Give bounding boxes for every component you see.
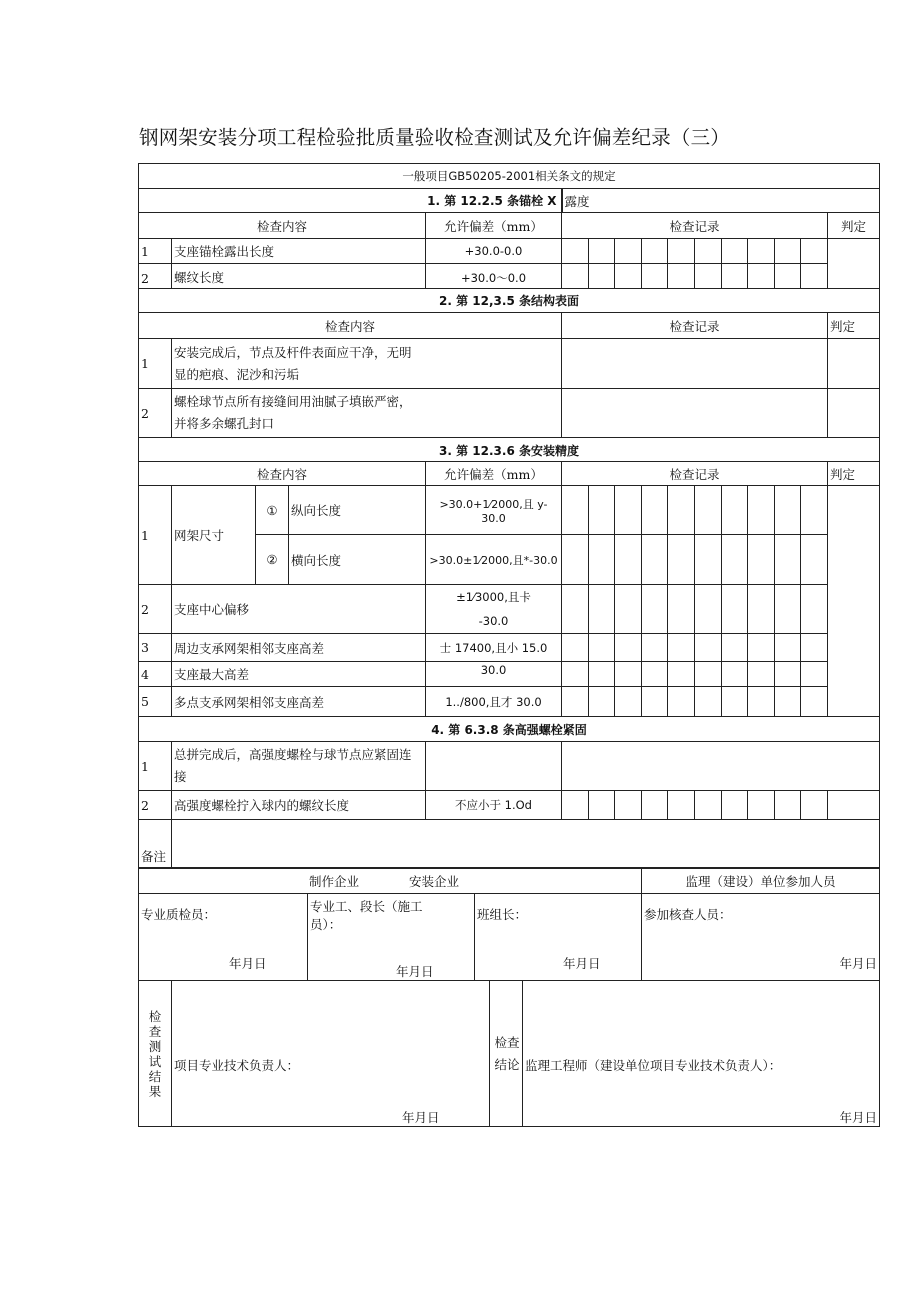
record-cell[interactable]	[721, 791, 748, 820]
record-cell[interactable]	[588, 585, 615, 634]
record-cell[interactable]	[588, 239, 615, 264]
record-cell[interactable]	[562, 634, 589, 662]
foreman-sign[interactable]	[308, 894, 475, 981]
record-cell[interactable]	[562, 339, 828, 389]
date-label: 年月日	[229, 956, 267, 971]
record-cell[interactable]	[562, 389, 828, 438]
section-1-heading-tail: 露度	[562, 189, 880, 213]
item-content: 螺栓球节点所有接缝间用油腻子填嵌严密，并将多余螺孔封口	[172, 389, 562, 438]
installer-label: 安装企业	[409, 874, 460, 889]
item-content: 高强度螺栓拧入球内的螺纹长度	[172, 791, 426, 820]
record-cell[interactable]	[801, 634, 828, 662]
record-cell[interactable]	[641, 264, 668, 289]
page-title: 钢网架安装分项工程检验批质量验收检查测试及允许偏差纪录（三）	[139, 126, 731, 149]
tolerance-value: 30.0	[426, 662, 562, 687]
col-header-judge: 判定	[827, 462, 879, 486]
judge-cell[interactable]	[827, 239, 879, 289]
record-cell[interactable]	[615, 585, 642, 634]
date-label: 年月日	[396, 964, 434, 979]
item-content: 网架尺寸	[172, 486, 256, 585]
team-leader-label: 班组长：	[477, 907, 528, 922]
date-label: 年月日	[402, 1110, 440, 1125]
sub-item-label: 横向长度	[289, 535, 426, 585]
foreman-label: 专业工、段长（施工员）：	[310, 899, 423, 932]
record-cell[interactable]	[641, 662, 668, 687]
record-cell[interactable]	[668, 585, 695, 634]
inspector-label: 专业质检员：	[141, 907, 217, 922]
tolerance-line: ±1⁄3000,且卡	[456, 590, 531, 604]
record-cell[interactable]	[748, 662, 775, 687]
tech-lead-sign[interactable]	[172, 981, 490, 1127]
tolerance-value: 不应小于 1.Od	[426, 791, 562, 820]
remarks-label: 备注	[139, 820, 172, 868]
record-cell[interactable]	[801, 585, 828, 634]
record-cell[interactable]	[801, 687, 828, 717]
item-content: 支座中心偏移	[172, 585, 426, 634]
maker-label: 制作企业	[309, 874, 360, 889]
col-header-tolerance: 允许偏差（mm）	[426, 213, 562, 239]
tech-lead-label: 项目专业技术负责人：	[174, 1058, 300, 1073]
record-cell[interactable]	[748, 486, 775, 535]
judge-cell[interactable]	[827, 389, 879, 438]
conclusion-label-cell	[490, 981, 523, 1127]
item-content: 支座锚栓露出长度	[172, 239, 426, 264]
record-cell[interactable]	[562, 264, 589, 289]
record-cell[interactable]	[562, 791, 589, 820]
row-number: 2	[139, 585, 172, 634]
record-cell[interactable]	[641, 634, 668, 662]
record-cell[interactable]	[615, 791, 642, 820]
record-cell[interactable]	[668, 634, 695, 662]
judge-cell[interactable]	[827, 486, 879, 717]
record-cell[interactable]	[774, 662, 801, 687]
record-cell[interactable]	[694, 662, 721, 687]
section-2-heading: 2. 第 12,3.5 条结构表面	[139, 289, 880, 313]
record-cell[interactable]	[668, 535, 695, 585]
enterprise-header	[139, 869, 642, 894]
record-cell[interactable]	[748, 535, 775, 585]
item-content: 螺纹长度	[172, 264, 426, 289]
row-number: 2	[139, 389, 172, 438]
record-cell[interactable]	[562, 535, 589, 585]
record-cell[interactable]	[615, 687, 642, 717]
tolerance-value: +30.0～0.0	[426, 264, 562, 289]
judge-cell[interactable]	[827, 339, 879, 389]
record-cell[interactable]	[748, 264, 775, 289]
record-cell[interactable]	[668, 239, 695, 264]
record-cell[interactable]	[562, 486, 589, 535]
record-cell[interactable]	[694, 791, 721, 820]
sub-item-label: 纵向长度	[289, 486, 426, 535]
col-header-judge: 判定	[827, 213, 879, 239]
record-cell[interactable]	[801, 662, 828, 687]
col-header-content: 检查内容	[139, 462, 426, 486]
section-4-heading: 4. 第 6.3.8 条高强螺栓紧固	[139, 717, 880, 742]
record-cell[interactable]	[641, 585, 668, 634]
tolerance-line: -30.0	[478, 614, 509, 628]
remarks-field[interactable]	[172, 820, 880, 868]
item-content: 安装完成后，节点及杆件表面应干净，无明显的疤痕、泥沙和污垢	[172, 339, 562, 389]
col-header-record: 检查记录	[562, 462, 828, 486]
section-3-heading: 3. 第 12.3.6 条安装精度	[139, 438, 880, 462]
col-header-record: 检查记录	[562, 313, 828, 339]
record-cell[interactable]	[588, 264, 615, 289]
row-number: 1	[139, 339, 172, 389]
record-cell[interactable]	[588, 662, 615, 687]
section-1-heading: 1. 第 12.2.5 条锚栓 X	[139, 189, 562, 213]
record-cell[interactable]	[615, 239, 642, 264]
result-table	[138, 980, 880, 1127]
record-cell[interactable]	[641, 535, 668, 585]
record-cell[interactable]	[694, 585, 721, 634]
record-cell[interactable]	[721, 239, 748, 264]
record-cell[interactable]	[748, 634, 775, 662]
tolerance-value: 士 17400,且小 15.0	[426, 634, 562, 662]
conclusion-label: 检查结论	[494, 1034, 520, 1072]
record-cell[interactable]	[668, 264, 695, 289]
record-cell[interactable]	[801, 264, 828, 289]
record-cell[interactable]	[748, 687, 775, 717]
record-cell[interactable]	[588, 687, 615, 717]
record-cell[interactable]	[588, 535, 615, 585]
record-cell[interactable]	[668, 662, 695, 687]
record-cell[interactable]	[615, 662, 642, 687]
record-cell[interactable]	[615, 264, 642, 289]
record-cell[interactable]	[588, 634, 615, 662]
record-cell[interactable]	[562, 687, 589, 717]
tolerance-value	[426, 585, 562, 634]
record-cell[interactable]	[562, 662, 589, 687]
result-label: 检查测试结果	[148, 1008, 162, 1099]
record-cell[interactable]	[721, 634, 748, 662]
row-number: 5	[139, 687, 172, 717]
item-content: 周边支承网架相邻支座高差	[172, 634, 426, 662]
date-label: 年月日	[839, 956, 878, 971]
record-cell[interactable]	[694, 687, 721, 717]
record-cell[interactable]	[615, 486, 642, 535]
row-number: 3	[139, 634, 172, 662]
record-cell[interactable]	[615, 535, 642, 585]
tolerance-value: >30.0+1⁄2000,且 y-30.0	[426, 486, 562, 535]
record-cell[interactable]	[801, 486, 828, 535]
record-cell[interactable]	[641, 791, 668, 820]
col-header-tolerance: 允许偏差（mm）	[426, 462, 562, 486]
result-label-cell	[139, 981, 172, 1127]
record-cell[interactable]	[721, 535, 748, 585]
row-number: 2	[139, 791, 172, 820]
item-content: 多点支承网架相邻支座高差	[172, 687, 426, 717]
row-number: 1	[139, 486, 172, 585]
col-header-content: 检查内容	[139, 313, 562, 339]
record-cell[interactable]	[694, 634, 721, 662]
row-number: 1	[139, 742, 172, 791]
record-cell[interactable]	[562, 742, 880, 791]
record-cell[interactable]	[694, 486, 721, 535]
record-cell[interactable]	[801, 791, 828, 820]
judge-cell[interactable]	[827, 791, 879, 820]
record-cell[interactable]	[694, 535, 721, 585]
supervisor-header: 监理（建设）单位参加人员	[642, 869, 880, 894]
record-cell[interactable]	[774, 535, 801, 585]
record-cell[interactable]	[694, 239, 721, 264]
reviewer-sign[interactable]	[642, 894, 880, 981]
tolerance-value: >30.0±1⁄2000,且*-30.0	[426, 535, 562, 585]
record-cell[interactable]	[562, 585, 589, 634]
record-cell[interactable]	[721, 264, 748, 289]
tolerance-value: +30.0-0.0	[426, 239, 562, 264]
inspector-sign[interactable]	[139, 894, 308, 981]
blank-cell	[426, 742, 562, 791]
col-header-content: 检查内容	[139, 213, 426, 239]
item-content: 支座最大高差	[172, 662, 426, 687]
record-cell[interactable]	[694, 264, 721, 289]
record-cell[interactable]	[588, 486, 615, 535]
record-cell[interactable]	[721, 486, 748, 535]
sub-item-mark: ②	[256, 535, 289, 585]
date-label: 年月日	[839, 1110, 877, 1125]
record-cell[interactable]	[748, 791, 775, 820]
record-cell[interactable]	[562, 239, 589, 264]
record-cell[interactable]	[668, 486, 695, 535]
row-number: 1	[139, 239, 172, 264]
record-cell[interactable]	[774, 264, 801, 289]
record-cell[interactable]	[774, 239, 801, 264]
engineer-label: 监理工程师（建设单位项目专业技术负责人）：	[525, 1058, 782, 1073]
record-cell[interactable]	[774, 634, 801, 662]
inspection-table	[138, 163, 880, 868]
col-header-record: 检查记录	[562, 213, 828, 239]
team-leader-sign[interactable]	[475, 894, 642, 981]
record-cell[interactable]	[668, 791, 695, 820]
record-cell[interactable]	[721, 585, 748, 634]
engineer-sign[interactable]	[523, 981, 880, 1127]
tolerance-value: 1../800,且才 30.0	[426, 687, 562, 717]
record-cell[interactable]	[668, 687, 695, 717]
row-number: 2	[139, 264, 172, 289]
col-header-judge: 判定	[827, 313, 879, 339]
general-header: 一般项目GB50205-2001相关条文的规定	[139, 164, 880, 189]
record-cell[interactable]	[774, 791, 801, 820]
record-cell[interactable]	[774, 687, 801, 717]
record-cell[interactable]	[801, 239, 828, 264]
record-cell[interactable]	[748, 239, 775, 264]
record-cell[interactable]	[721, 662, 748, 687]
record-cell[interactable]	[641, 486, 668, 535]
record-cell[interactable]	[721, 687, 748, 717]
item-content: 总拼完成后，高强度螺栓与球节点应紧固连接	[172, 742, 426, 791]
signoff-table	[138, 868, 880, 981]
record-cell[interactable]	[801, 535, 828, 585]
record-cell[interactable]	[748, 585, 775, 634]
record-cell[interactable]	[774, 585, 801, 634]
record-cell[interactable]	[641, 687, 668, 717]
record-cell[interactable]	[641, 239, 668, 264]
record-cell[interactable]	[588, 791, 615, 820]
reviewer-label: 参加核查人员：	[644, 907, 732, 922]
record-cell[interactable]	[615, 634, 642, 662]
row-number: 4	[139, 662, 172, 687]
date-label: 年月日	[563, 956, 601, 971]
record-cell[interactable]	[774, 486, 801, 535]
sub-item-mark: ①	[256, 486, 289, 535]
